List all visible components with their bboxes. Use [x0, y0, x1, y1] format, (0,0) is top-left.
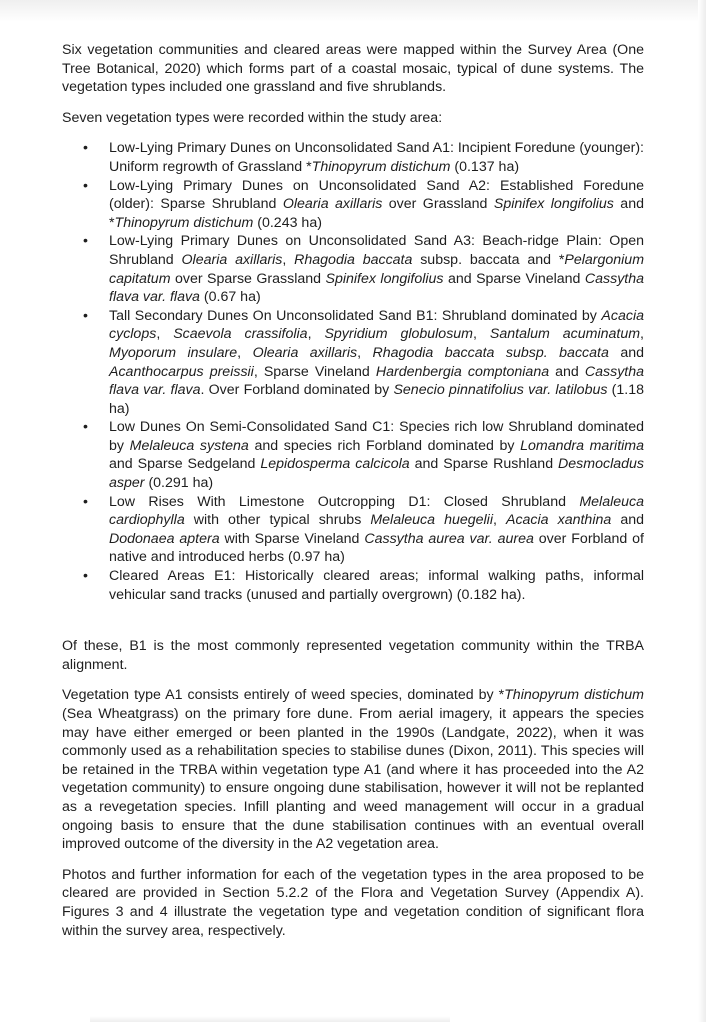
species-name: Hardenbergia comptoniana [375, 363, 550, 380]
text-run: (1.18 ha) [109, 382, 644, 417]
text-run: , [307, 326, 325, 343]
species-name: Acacia cyclops [109, 307, 644, 343]
species-name: Acanthocarpus preissii [109, 363, 254, 380]
closing-paragraph: Photos and further information for each of the vegetation types in the area proposed to be cleared are provided in Section 5.2.2 of the Flora and Vegetation Survey (Appendix A). Figures 3 and 4 illustrate the vegetation type and vegetation condition of significant flora within the survey area, respectively. [62, 866, 644, 939]
species-name: Thinopyrum distichum [504, 687, 644, 704]
species-name: Dodonaea aptera [109, 530, 220, 547]
species-name: Spinifex longifolius [325, 270, 444, 287]
vegetation-type-item [62, 567, 644, 604]
text-run: , Sparse Vineland [253, 363, 376, 380]
bullet-icon: • [83, 568, 88, 585]
page-edge-shadow-bottom [90, 1016, 450, 1022]
text-run: and * [109, 196, 644, 231]
text-run: and species rich Forbland dominated by [248, 437, 521, 454]
text-run: and Sparse Sedgeland [109, 456, 261, 473]
summary-paragraph: Of these, B1 is the most commonly represented vegetation community within the TRBA alignment. [62, 638, 644, 673]
text-run: Low Rises With Limestone Outcropping D1: Closed Shrubland [109, 493, 580, 510]
species-name: Olearia axillaris [282, 196, 383, 213]
text-run: (0.67 ha) [199, 289, 261, 306]
species-name: Pelargonium capitatum [109, 251, 645, 287]
text-run: Low-Lying Primary Dunes on Unconsolidated Sand A1: Incipient Foredune (younger): Uniform regrowth of Grassland * [109, 140, 644, 175]
text-run: with other typical shrubs [184, 512, 371, 529]
text-run: and [608, 344, 644, 361]
species-name: Cassytha flava var. flava [109, 363, 645, 399]
species-name: Olearia axillaris [252, 344, 358, 361]
text-run: , [640, 326, 644, 343]
text-run: (0.291 ha) [144, 475, 214, 492]
species-name: Thinopyrum distichum [114, 214, 254, 231]
species-name: Rhagodia baccata subsp. baccata [372, 344, 609, 361]
text-run: over Grassland [382, 196, 494, 213]
text-run: and Sparse Vineland [443, 270, 585, 287]
text-run: and [611, 512, 644, 529]
species-name: Spyridium globulosum [324, 326, 474, 343]
text-run: , [237, 344, 253, 361]
a1-description-paragraph [62, 686, 644, 853]
vegetation-type-item [62, 177, 644, 233]
species-name: Desmocladus asper [109, 456, 644, 492]
text-run: (0.243 ha) [253, 214, 322, 231]
vegetation-type-list [62, 139, 644, 604]
vegetation-type-item [62, 232, 644, 306]
bullet-icon: • [83, 493, 88, 510]
text-run: with Sparse Vineland [219, 530, 365, 547]
text-run: subsp. baccata and * [412, 251, 565, 268]
text-run: Tall Secondary Dunes On Unconsolidated Sand B1: Shrubland dominated by [109, 307, 602, 324]
text-run: Low-Lying Primary Dunes on Unconsolidated Sand A2: Established Foredune (older): Sparse Shrubland [109, 177, 644, 213]
text-run: Low Dunes On Semi-Consolidated Sand C1: Species rich low Shrubland dominated by [109, 419, 644, 454]
text-run: over Forbland of native and introduced herbs (0.97 ha) [109, 530, 644, 566]
species-name: Scaevola crassifolia [173, 326, 308, 343]
species-name: Melaleuca cardiophylla [109, 493, 644, 529]
species-name: Myoporum insulare [109, 344, 238, 361]
text-run: over Sparse Grassland [170, 270, 326, 287]
text-run: and Sparse Rushland [409, 456, 559, 473]
text-run: , [357, 344, 373, 361]
species-name: Spinifex longifolius [493, 196, 614, 213]
bullet-icon: • [83, 419, 88, 436]
species-name: Santalum acuminatum [489, 326, 641, 343]
text-run: Cleared Areas E1: Historically cleared areas; informal walking paths, informal vehicular sand tracks (unused and partially overgrown) (0.182 ha). [109, 568, 644, 603]
bullet-icon: • [83, 307, 88, 324]
text-run: , [282, 251, 295, 268]
page-edge-shadow [0, 0, 706, 22]
text-run: (0.137 ha) [450, 158, 520, 175]
species-name: Lomandra maritima [520, 437, 644, 454]
vegetation-type-item [62, 418, 644, 492]
text-run: , [492, 512, 506, 529]
species-name: Lepidosperma calcicola [260, 456, 410, 473]
lead-in-paragraph: Seven vegetation types were recorded within the study area: [62, 109, 443, 126]
text-run: , [156, 326, 174, 343]
bullet-icon: • [83, 177, 88, 194]
species-name: Olearia axillaris [181, 251, 283, 268]
bullet-icon: • [83, 140, 88, 157]
text-run: and [549, 363, 585, 380]
species-name: Cassytha aurea var. aurea [364, 530, 534, 547]
species-name: Melaleuca huegelii [370, 512, 493, 529]
species-name: Melaleuca systena [129, 437, 249, 454]
vegetation-type-item [62, 493, 644, 567]
species-name: Rhagodia baccata [294, 251, 413, 268]
vegetation-type-item [62, 307, 644, 419]
species-name: Acacia xanthina [505, 512, 612, 529]
text-run: Vegetation type A1 consists entirely of weed species, dominated by * [62, 687, 505, 704]
page-edge-shadow-right [698, 0, 706, 1022]
document-body [62, 41, 644, 940]
bullet-icon: • [83, 233, 88, 250]
species-name: Thinopyrum distichum [311, 158, 451, 175]
species-name: Cassytha flava var. flava [109, 270, 645, 306]
species-name: Senecio pinnatifolius var. latilobus [393, 382, 608, 399]
vegetation-type-item [62, 139, 644, 176]
text-run: Low-Lying Primary Dunes on Unconsolidated Sand A3: Beach-ridge Plain: Open Shrubland [109, 233, 644, 268]
text-run: , [473, 326, 490, 343]
text-run: . Over Forbland dominated by [200, 382, 394, 399]
intro-paragraph: Six vegetation communities and cleared areas were mapped within the Survey Area (One Tree Botanical, 2020) which forms part of a coastal mosaic, typical of dune systems. The vegetation types included one grassland and five shrublands. [62, 42, 644, 96]
text-run: (Sea Wheatgrass) on the primary fore dune. From aerial imagery, it appears the species may have either emerged or been planted in the 1990s (Landgate, 2022), when it was commonly used as a rehabilitation species to stabilise dunes (Dixon, 2011). This species will be retained in the TRBA within vegetation type A1 (and where it has proceeded into the A2 vegetation community) to ensure ongoing dune stabilisation, however it will not be replanted as a revegetation species. Infill planting and weed management will occur in a gradual ongoing basis to ensure that the dune stabilisation continues with an eventual overall improved outcome of the diversity in the A2 vegetation area. [62, 706, 644, 853]
